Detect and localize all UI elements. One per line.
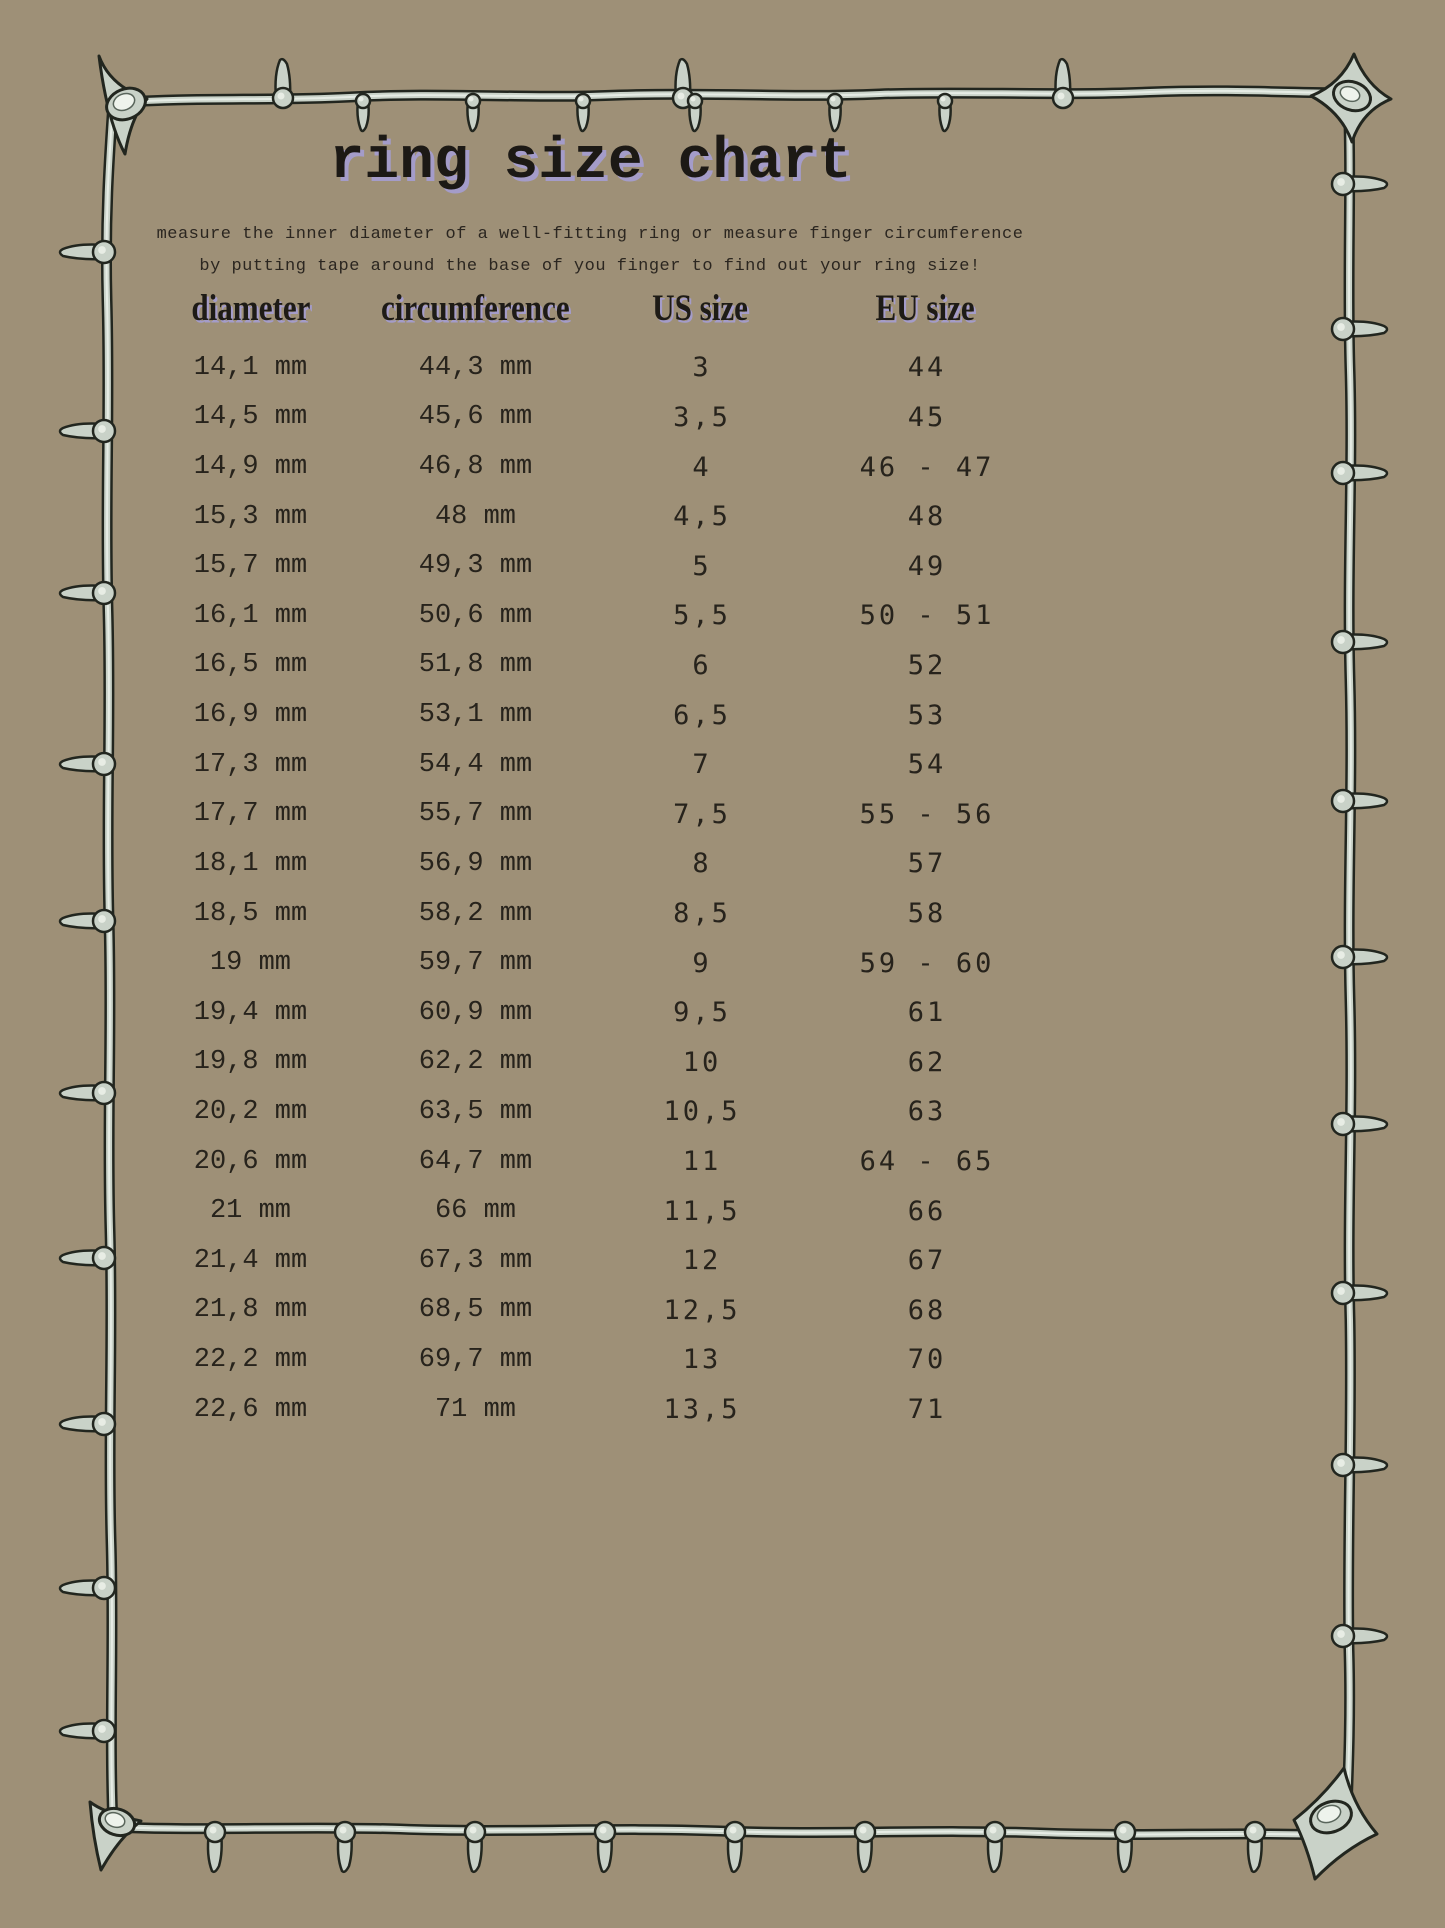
circumference-cell: 54,4 mm	[418, 749, 533, 780]
table-row	[138, 393, 1038, 443]
diameter-cell: 21 mm	[209, 1196, 291, 1227]
diameter-cell: 18,5 mm	[193, 898, 308, 929]
us-size-cell: 9,5	[673, 997, 731, 1029]
table-row	[138, 343, 1038, 393]
eu-size-cell: 58	[907, 898, 947, 929]
subtitle-line-1: measure the inner diameter of a well-fitting ring or measure finger circumference	[156, 225, 1024, 244]
table-row	[138, 839, 1038, 889]
eu-size-cell: 50 - 51	[859, 600, 995, 632]
circumference-cell: 58,2 mm	[418, 898, 533, 929]
circumference-cell: 63,5 mm	[418, 1096, 533, 1127]
eu-size-cell: 63	[907, 1096, 947, 1128]
circumference-cell: 60,9 mm	[418, 997, 533, 1028]
table-row	[138, 541, 1038, 591]
diameter-cell: 17,3 mm	[193, 749, 308, 780]
eu-size-cell: 59 - 60	[859, 947, 995, 979]
table-row	[138, 591, 1038, 641]
table-row	[138, 690, 1038, 740]
table-row	[138, 1137, 1038, 1187]
circumference-cell: 48 mm	[434, 501, 516, 532]
diameter-cell: 14,5 mm	[193, 402, 308, 433]
us-size-cell: 5,5	[673, 600, 731, 632]
us-size-cell: 3	[692, 352, 712, 384]
column-header-us-size	[588, 283, 813, 335]
diameter-cell: 16,9 mm	[193, 700, 308, 731]
circumference-cell: 51,8 mm	[418, 650, 533, 681]
table-row	[138, 1335, 1038, 1385]
eu-size-cell: 53	[907, 699, 947, 731]
circumference-cell: 62,2 mm	[418, 1047, 533, 1078]
column-header-circumference-label: circumference	[381, 288, 570, 329]
us-size-cell: 8	[692, 848, 712, 880]
eu-size-cell: 48	[907, 501, 947, 533]
table-row	[138, 1236, 1038, 1286]
circumference-cell: 44,3 mm	[418, 352, 533, 383]
diameter-cell: 19 mm	[209, 948, 291, 979]
diameter-cell: 15,3 mm	[193, 501, 308, 532]
eu-size-cell: 66	[907, 1195, 947, 1227]
eu-size-cell: 57	[907, 848, 947, 880]
diameter-cell: 16,1 mm	[193, 600, 308, 631]
circumference-cell: 55,7 mm	[418, 799, 533, 830]
diameter-cell: 14,1 mm	[193, 352, 308, 383]
eu-size-cell: 64 - 65	[859, 1146, 995, 1178]
us-size-cell: 10,5	[663, 1096, 741, 1128]
eu-size-cell: 61	[907, 997, 947, 1029]
us-size-cell: 13	[682, 1344, 722, 1376]
diameter-cell: 21,8 mm	[193, 1295, 308, 1326]
column-header-diameter	[138, 283, 363, 335]
column-header-us-size-label: US size	[652, 288, 749, 329]
us-size-cell: 12,5	[663, 1294, 741, 1326]
diameter-cell: 19,8 mm	[193, 1047, 308, 1078]
us-size-cell: 11,5	[663, 1195, 741, 1227]
circumference-cell: 45,6 mm	[418, 402, 533, 433]
eu-size-cell: 70	[907, 1344, 947, 1376]
table-header-row	[138, 283, 1038, 335]
table-row	[138, 1186, 1038, 1236]
table-row	[138, 492, 1038, 542]
circumference-cell: 71 mm	[434, 1394, 516, 1425]
eu-size-cell: 67	[907, 1245, 947, 1277]
diameter-cell: 14,9 mm	[193, 452, 308, 483]
diameter-cell: 21,4 mm	[193, 1245, 308, 1276]
eu-size-cell: 44	[907, 352, 947, 384]
circumference-cell: 59,7 mm	[418, 948, 533, 979]
eu-size-cell: 55 - 56	[859, 798, 995, 830]
table-row	[138, 789, 1038, 839]
eu-size-cell: 54	[907, 749, 947, 781]
circumference-cell: 66 mm	[434, 1196, 516, 1227]
circumference-cell: 56,9 mm	[418, 848, 533, 879]
circumference-cell: 68,5 mm	[418, 1295, 533, 1326]
column-header-eu-size-label: EU size	[875, 288, 976, 329]
table-row	[138, 1385, 1038, 1435]
us-size-cell: 6,5	[673, 699, 731, 731]
table-row	[138, 442, 1038, 492]
circumference-cell: 64,7 mm	[418, 1146, 533, 1177]
us-size-cell: 4	[692, 451, 712, 483]
subtitle-line-2: by putting tape around the base of you finger to find out your ring size!	[199, 257, 981, 276]
eu-size-cell: 52	[907, 649, 947, 681]
size-table-body	[138, 343, 1038, 1434]
column-header-diameter-label: diameter	[190, 288, 311, 329]
diameter-cell: 18,1 mm	[193, 848, 308, 879]
diameter-cell: 16,5 mm	[193, 650, 308, 681]
us-size-cell: 4,5	[673, 501, 731, 533]
us-size-cell: 9	[692, 947, 712, 979]
circumference-cell: 50,6 mm	[418, 600, 533, 631]
table-row	[138, 1087, 1038, 1137]
diameter-cell: 22,6 mm	[193, 1394, 308, 1425]
eu-size-cell: 45	[907, 401, 947, 433]
circumference-cell: 69,7 mm	[418, 1344, 533, 1375]
table-row	[138, 938, 1038, 988]
eu-size-cell: 46 - 47	[859, 451, 995, 483]
eu-size-cell: 71	[907, 1394, 947, 1426]
us-size-cell: 7,5	[673, 798, 731, 830]
circumference-cell: 53,1 mm	[418, 700, 533, 731]
us-size-cell: 3,5	[673, 401, 731, 433]
circumference-cell: 49,3 mm	[418, 551, 533, 582]
diameter-cell: 20,2 mm	[193, 1096, 308, 1127]
us-size-cell: 10	[682, 1046, 722, 1078]
circumference-cell: 67,3 mm	[418, 1245, 533, 1276]
us-size-cell: 7	[692, 749, 712, 781]
table-row	[138, 889, 1038, 939]
twig-corner-knot-bottom-left	[90, 1802, 141, 1870]
eu-size-cell: 62	[907, 1046, 947, 1078]
eu-size-cell: 68	[907, 1294, 947, 1326]
us-size-cell: 11	[682, 1146, 722, 1178]
column-header-eu-size	[813, 283, 1038, 335]
table-row	[138, 988, 1038, 1038]
table-row	[138, 1038, 1038, 1088]
diameter-cell: 17,7 mm	[193, 799, 308, 830]
diameter-cell: 22,2 mm	[193, 1344, 308, 1375]
us-size-cell: 13,5	[663, 1394, 741, 1426]
table-row	[138, 740, 1038, 790]
eu-size-cell: 49	[907, 550, 947, 582]
diameter-cell: 19,4 mm	[193, 997, 308, 1028]
twig-corner-knot-bottom-right	[1294, 1768, 1377, 1879]
circumference-cell: 46,8 mm	[418, 452, 533, 483]
diameter-cell: 20,6 mm	[193, 1146, 308, 1177]
us-size-cell: 6	[692, 649, 712, 681]
us-size-cell: 12	[682, 1245, 722, 1277]
us-size-cell: 8,5	[673, 898, 731, 929]
diameter-cell: 15,7 mm	[193, 551, 308, 582]
us-size-cell: 5	[692, 550, 712, 582]
column-header-circumference	[363, 283, 588, 335]
twig-corner-knot-top-right	[1311, 54, 1391, 142]
page-title: ring size chart	[329, 130, 852, 195]
table-row	[138, 1286, 1038, 1336]
table-row	[138, 641, 1038, 691]
